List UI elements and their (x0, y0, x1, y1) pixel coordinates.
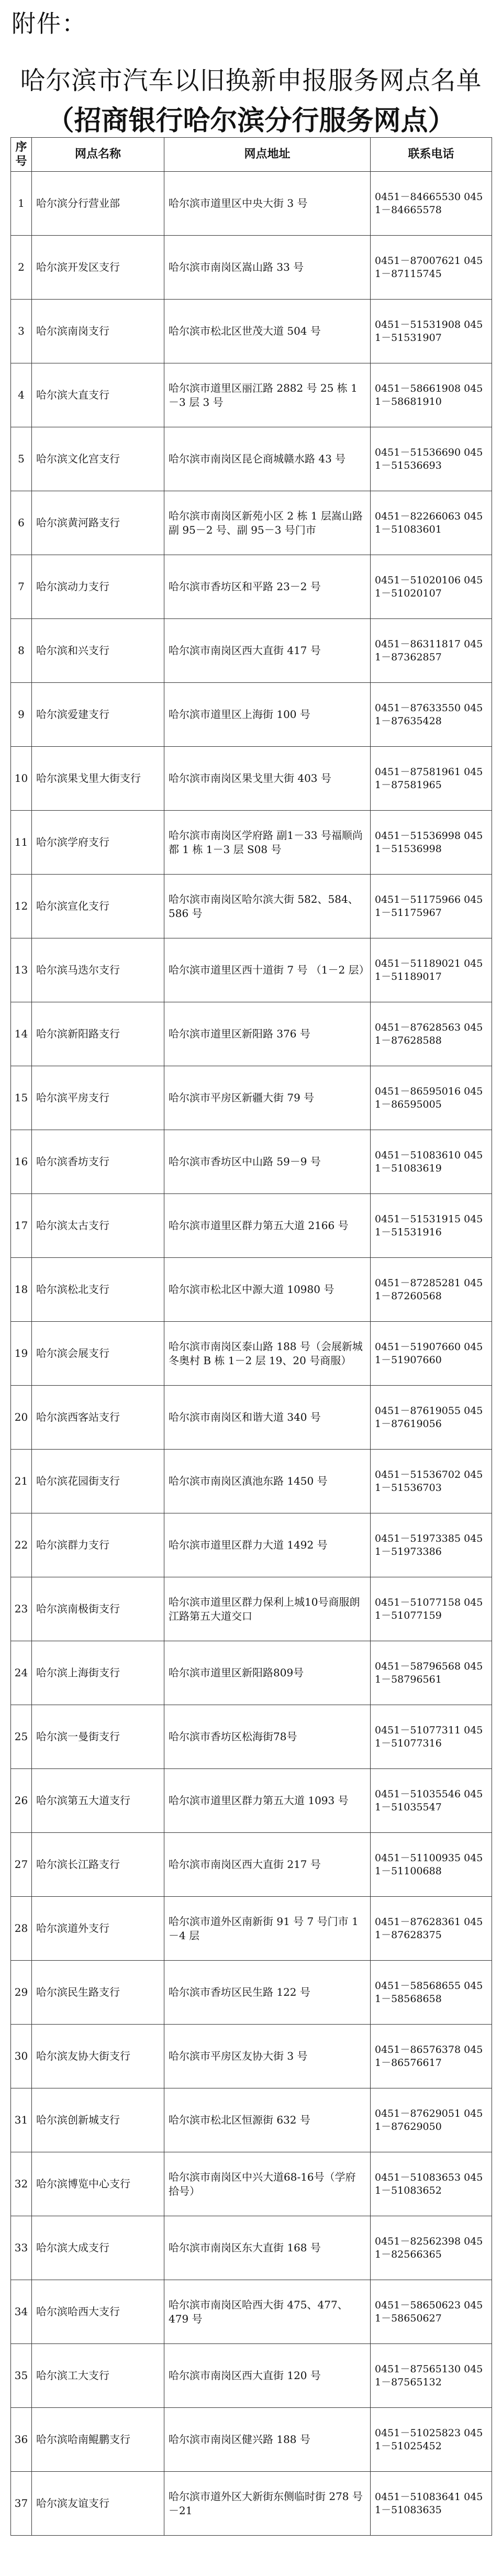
outlet-address: 哈尔滨市南岗区昆仑商城赣水路 43 号 (164, 427, 371, 491)
table-row (11, 1961, 492, 2025)
outlet-name: 哈尔滨第五大道支行 (32, 1769, 164, 1833)
column-header-no: 序号 (11, 138, 32, 172)
row-number: 15 (11, 1066, 32, 1130)
row-number: 10 (11, 747, 32, 811)
row-number: 21 (11, 1450, 32, 1513)
outlet-name: 哈尔滨工大支行 (32, 2344, 164, 2408)
table-row (11, 1833, 492, 1897)
table-row (11, 1769, 492, 1833)
outlet-name: 哈尔滨花园街支行 (32, 1450, 164, 1513)
outlet-name: 哈尔滨群力支行 (32, 1513, 164, 1577)
outlet-name: 哈尔滨黄河路支行 (32, 491, 164, 555)
outlet-name: 哈尔滨爱建支行 (32, 683, 164, 747)
row-number: 25 (11, 1705, 32, 1769)
row-number: 27 (11, 1833, 32, 1897)
column-header-address: 网点地址 (164, 138, 371, 172)
table-row (11, 236, 492, 300)
outlet-address: 哈尔滨市南岗区和谐大道 340 号 (164, 1386, 371, 1450)
table-row (11, 1450, 492, 1513)
outlet-phone: 0451－51189021 0451－51189017 (371, 938, 492, 1002)
table-row (11, 1513, 492, 1577)
page-title: 哈尔滨市汽车以旧换新申报服务网点名单 (20, 66, 482, 95)
outlet-phone: 0451－51531915 0451－51531916 (371, 1194, 492, 1258)
row-number: 23 (11, 1577, 32, 1641)
outlet-address: 哈尔滨市南岗区滇池东路 1450 号 (164, 1450, 371, 1513)
row-number: 16 (11, 1130, 32, 1194)
page-subtitle: （招商银行哈尔滨分行服务网点） (47, 105, 455, 137)
table-row (11, 1066, 492, 1130)
outlet-name: 哈尔滨香坊支行 (32, 1130, 164, 1194)
outlet-name: 哈尔滨上海街支行 (32, 1641, 164, 1705)
outlet-phone: 0451－87633550 0451－87635428 (371, 683, 492, 747)
outlet-name: 哈尔滨和兴支行 (32, 619, 164, 683)
outlet-address: 哈尔滨市道里区西十道街 7 号 （1－2 层） (164, 938, 371, 1002)
outlet-address: 哈尔滨市南岗区果戈里大街 403 号 (164, 747, 371, 811)
outlet-address: 哈尔滨市南岗区西大直街 217 号 (164, 1833, 371, 1897)
document-header (0, 0, 502, 152)
table-row (11, 2280, 492, 2344)
column-header-phone: 联系电话 (371, 138, 492, 172)
column-header-name: 网点名称 (32, 138, 164, 172)
outlet-name: 哈尔滨大成支行 (32, 2216, 164, 2280)
outlet-phone: 0451－84665530 0451－84665578 (371, 172, 492, 236)
outlet-address: 哈尔滨市南岗区新苑小区 2 栋 1 层嵩山路 副 95－2 号、副 95－3 号门市 (164, 491, 371, 555)
outlet-name: 哈尔滨西客站支行 (32, 1386, 164, 1450)
outlet-phone: 0451－51083641 0451－51083635 (371, 2472, 492, 2536)
outlet-address: 哈尔滨市香坊区和平路 23－2 号 (164, 555, 371, 619)
table-row (11, 683, 492, 747)
table-row (11, 938, 492, 1002)
outlet-phone: 0451－51175966 0451－51175967 (371, 875, 492, 938)
outlet-name: 哈尔滨南岗支行 (32, 300, 164, 363)
outlet-name: 哈尔滨会展支行 (32, 1322, 164, 1386)
outlet-phone: 0451－87629051 0451－87629050 (371, 2088, 492, 2152)
outlet-phone: 0451－82266063 0451－51083601 (371, 491, 492, 555)
table-row (11, 1386, 492, 1450)
table-body (11, 172, 492, 2536)
row-number: 32 (11, 2152, 32, 2216)
outlet-name: 哈尔滨松北支行 (32, 1258, 164, 1322)
outlet-phone: 0451－87007621 0451－87115745 (371, 236, 492, 300)
outlet-name: 哈尔滨道外支行 (32, 1897, 164, 1961)
row-number: 12 (11, 875, 32, 938)
outlet-phone: 0451－86311817 0451－87362857 (371, 619, 492, 683)
outlet-name: 哈尔滨哈西大支行 (32, 2280, 164, 2344)
table-header-row (11, 138, 492, 172)
table-row (11, 1705, 492, 1769)
outlet-phone: 0451－51025823 0451－51025452 (371, 2408, 492, 2472)
outlet-name: 哈尔滨新阳路支行 (32, 1002, 164, 1066)
outlet-phone: 0451－86576378 0451－86576617 (371, 2025, 492, 2088)
outlet-name: 哈尔滨一曼街支行 (32, 1705, 164, 1769)
table-row (11, 491, 492, 555)
outlet-name: 哈尔滨民生路支行 (32, 1961, 164, 2025)
table-row (11, 2472, 492, 2536)
outlet-phone: 0451－58568655 0451－58568658 (371, 1961, 492, 2025)
row-number: 17 (11, 1194, 32, 1258)
table-row (11, 1258, 492, 1322)
outlet-address: 哈尔滨市平房区新疆大街 79 号 (164, 1066, 371, 1130)
table-row (11, 1130, 492, 1194)
outlet-name: 哈尔滨哈南鲲鹏支行 (32, 2408, 164, 2472)
outlet-address: 哈尔滨市南岗区东大直街 168 号 (164, 2216, 371, 2280)
outlet-address: 哈尔滨市道里区新阳路809号 (164, 1641, 371, 1705)
outlet-name: 哈尔滨宣化支行 (32, 875, 164, 938)
row-number: 30 (11, 2025, 32, 2088)
outlet-address: 哈尔滨市道里区群力第五大道 1093 号 (164, 1769, 371, 1833)
table-row (11, 427, 492, 491)
outlet-address: 哈尔滨市道里区群力保利上城10号商服朗江路第五大道交口 (164, 1577, 371, 1641)
row-number: 33 (11, 2216, 32, 2280)
outlet-address: 哈尔滨市道里区上海街 100 号 (164, 683, 371, 747)
service-outlet-table (10, 137, 492, 2536)
row-number: 29 (11, 1961, 32, 2025)
outlet-phone: 0451－51531908 0451－51531907 (371, 300, 492, 363)
attachment-label: 附件： (12, 9, 87, 38)
table-row (11, 2088, 492, 2152)
row-number: 4 (11, 363, 32, 427)
table-row (11, 1194, 492, 1258)
outlet-phone: 0451－58796568 0451－58796561 (371, 1641, 492, 1705)
outlet-name: 哈尔滨友协大街支行 (32, 2025, 164, 2088)
outlet-name: 哈尔滨大直支行 (32, 363, 164, 427)
table-row (11, 747, 492, 811)
row-number: 5 (11, 427, 32, 491)
outlet-phone: 0451－58661908 0451－58681910 (371, 363, 492, 427)
outlet-name: 哈尔滨长江路支行 (32, 1833, 164, 1897)
outlet-address: 哈尔滨市南岗区西大直街 417 号 (164, 619, 371, 683)
row-number: 8 (11, 619, 32, 683)
outlet-name: 哈尔滨分行营业部 (32, 172, 164, 236)
outlet-address: 哈尔滨市南岗区哈尔滨大街 582、584、586 号 (164, 875, 371, 938)
outlet-address: 哈尔滨市道里区新阳路 376 号 (164, 1002, 371, 1066)
row-number: 9 (11, 683, 32, 747)
table-row (11, 555, 492, 619)
outlet-phone: 0451－86595016 0451－86595005 (371, 1066, 492, 1130)
outlet-phone: 0451－51536998 0451－51536998 (371, 811, 492, 875)
outlet-address: 哈尔滨市道外区南新街 91 号 7 号门市 1－4 层 (164, 1897, 371, 1961)
table-row (11, 1641, 492, 1705)
outlet-phone: 0451－51100935 0451－51100688 (371, 1833, 492, 1897)
row-number: 14 (11, 1002, 32, 1066)
outlet-name: 哈尔滨开发区支行 (32, 236, 164, 300)
outlet-address: 哈尔滨市南岗区泰山路 188 号（会展新城冬奥村 B 栋 1－2 层 19、20 号商服） (164, 1322, 371, 1386)
outlet-phone: 0451－87619055 0451－87619056 (371, 1386, 492, 1450)
row-number: 1 (11, 172, 32, 236)
outlet-address: 哈尔滨市平房区友协大街 3 号 (164, 2025, 371, 2088)
outlet-address: 哈尔滨市南岗区西大直街 120 号 (164, 2344, 371, 2408)
outlet-name: 哈尔滨果戈里大街支行 (32, 747, 164, 811)
outlet-name: 哈尔滨学府支行 (32, 811, 164, 875)
row-number: 6 (11, 491, 32, 555)
outlet-phone: 0451－51077158 0451－51077159 (371, 1577, 492, 1641)
outlet-phone: 0451－51083653 0451－51083652 (371, 2152, 492, 2216)
outlet-phone: 0451－51083610 0451－51083619 (371, 1130, 492, 1194)
outlet-address: 哈尔滨市南岗区健兴路 188 号 (164, 2408, 371, 2472)
outlet-phone: 0451－51907660 0451－51907660 (371, 1322, 492, 1386)
row-number: 36 (11, 2408, 32, 2472)
row-number: 34 (11, 2280, 32, 2344)
row-number: 26 (11, 1769, 32, 1833)
table-row (11, 2344, 492, 2408)
outlet-address: 哈尔滨市南岗区嵩山路 33 号 (164, 236, 371, 300)
table-row (11, 2025, 492, 2088)
outlet-address: 哈尔滨市松北区中源大道 10980 号 (164, 1258, 371, 1322)
outlet-phone: 0451－87565130 0451－87565132 (371, 2344, 492, 2408)
outlet-address: 哈尔滨市道外区大新街东侧临时街 278 号－21 (164, 2472, 371, 2536)
row-number: 18 (11, 1258, 32, 1322)
row-number: 31 (11, 2088, 32, 2152)
table-row (11, 1322, 492, 1386)
outlet-phone: 0451－87628361 0451－87628375 (371, 1897, 492, 1961)
row-number: 20 (11, 1386, 32, 1450)
table-row (11, 811, 492, 875)
table-row (11, 1897, 492, 1961)
table-row (11, 619, 492, 683)
outlet-phone: 0451－51020106 0451－51020107 (371, 555, 492, 619)
outlet-phone: 0451－51536702 0451－51536703 (371, 1450, 492, 1513)
outlet-name: 哈尔滨动力支行 (32, 555, 164, 619)
outlet-address: 哈尔滨市松北区恒源街 632 号 (164, 2088, 371, 2152)
row-number: 19 (11, 1322, 32, 1386)
table-row (11, 875, 492, 938)
outlet-phone: 0451－87285281 0451－87260568 (371, 1258, 492, 1322)
table-row (11, 363, 492, 427)
outlet-phone: 0451－82562398 0451－82566365 (371, 2216, 492, 2280)
row-number: 37 (11, 2472, 32, 2536)
table-row (11, 1577, 492, 1641)
table-row (11, 300, 492, 363)
row-number: 28 (11, 1897, 32, 1961)
table-row (11, 172, 492, 236)
row-number: 2 (11, 236, 32, 300)
outlet-phone: 0451－51077311 0451－51077316 (371, 1705, 492, 1769)
outlet-address: 哈尔滨市南岗区学府路 副1－33 号福顺尚都 1 栋 1－3 层 S08 号 (164, 811, 371, 875)
outlet-phone: 0451－51035546 0451－51035547 (371, 1769, 492, 1833)
table-row (11, 2216, 492, 2280)
outlet-phone: 0451－58650623 0451－58650627 (371, 2280, 492, 2344)
outlet-phone: 0451－87581961 0451－87581965 (371, 747, 492, 811)
outlet-address: 哈尔滨市道里区中央大街 3 号 (164, 172, 371, 236)
outlet-name: 哈尔滨太古支行 (32, 1194, 164, 1258)
outlet-name: 哈尔滨平房支行 (32, 1066, 164, 1130)
outlet-phone: 0451－51973385 0451－51973386 (371, 1513, 492, 1577)
outlet-address: 哈尔滨市南岗区中兴大道68-16号（学府拾号） (164, 2152, 371, 2216)
outlet-address: 哈尔滨市香坊区民生路 122 号 (164, 1961, 371, 2025)
row-number: 11 (11, 811, 32, 875)
table-row (11, 2152, 492, 2216)
outlet-name: 哈尔滨南极街支行 (32, 1577, 164, 1641)
row-number: 13 (11, 938, 32, 1002)
outlet-address: 哈尔滨市香坊区中山路 59－9 号 (164, 1130, 371, 1194)
outlet-address: 哈尔滨市道里区丽江路 2882 号 25 栋 1－3 层 3 号 (164, 363, 371, 427)
outlet-name: 哈尔滨创新城支行 (32, 2088, 164, 2152)
outlet-address: 哈尔滨市南岗区哈西大街 475、477、479 号 (164, 2280, 371, 2344)
outlet-phone: 0451－51536690 0451－51536693 (371, 427, 492, 491)
row-number: 35 (11, 2344, 32, 2408)
row-number: 22 (11, 1513, 32, 1577)
row-number: 24 (11, 1641, 32, 1705)
outlet-address: 哈尔滨市道里区群力第五大道 2166 号 (164, 1194, 371, 1258)
outlet-phone: 0451－87628563 0451－87628588 (371, 1002, 492, 1066)
outlet-address: 哈尔滨市道里区群力大道 1492 号 (164, 1513, 371, 1577)
outlet-address: 哈尔滨市香坊区松海街78号 (164, 1705, 371, 1769)
outlet-name: 哈尔滨友谊支行 (32, 2472, 164, 2536)
table-row (11, 2408, 492, 2472)
outlet-name: 哈尔滨马迭尔支行 (32, 938, 164, 1002)
outlet-address: 哈尔滨市松北区世茂大道 504 号 (164, 300, 371, 363)
outlet-name: 哈尔滨文化宫支行 (32, 427, 164, 491)
table-row (11, 1002, 492, 1066)
row-number: 3 (11, 300, 32, 363)
outlet-name: 哈尔滨博览中心支行 (32, 2152, 164, 2216)
row-number: 7 (11, 555, 32, 619)
